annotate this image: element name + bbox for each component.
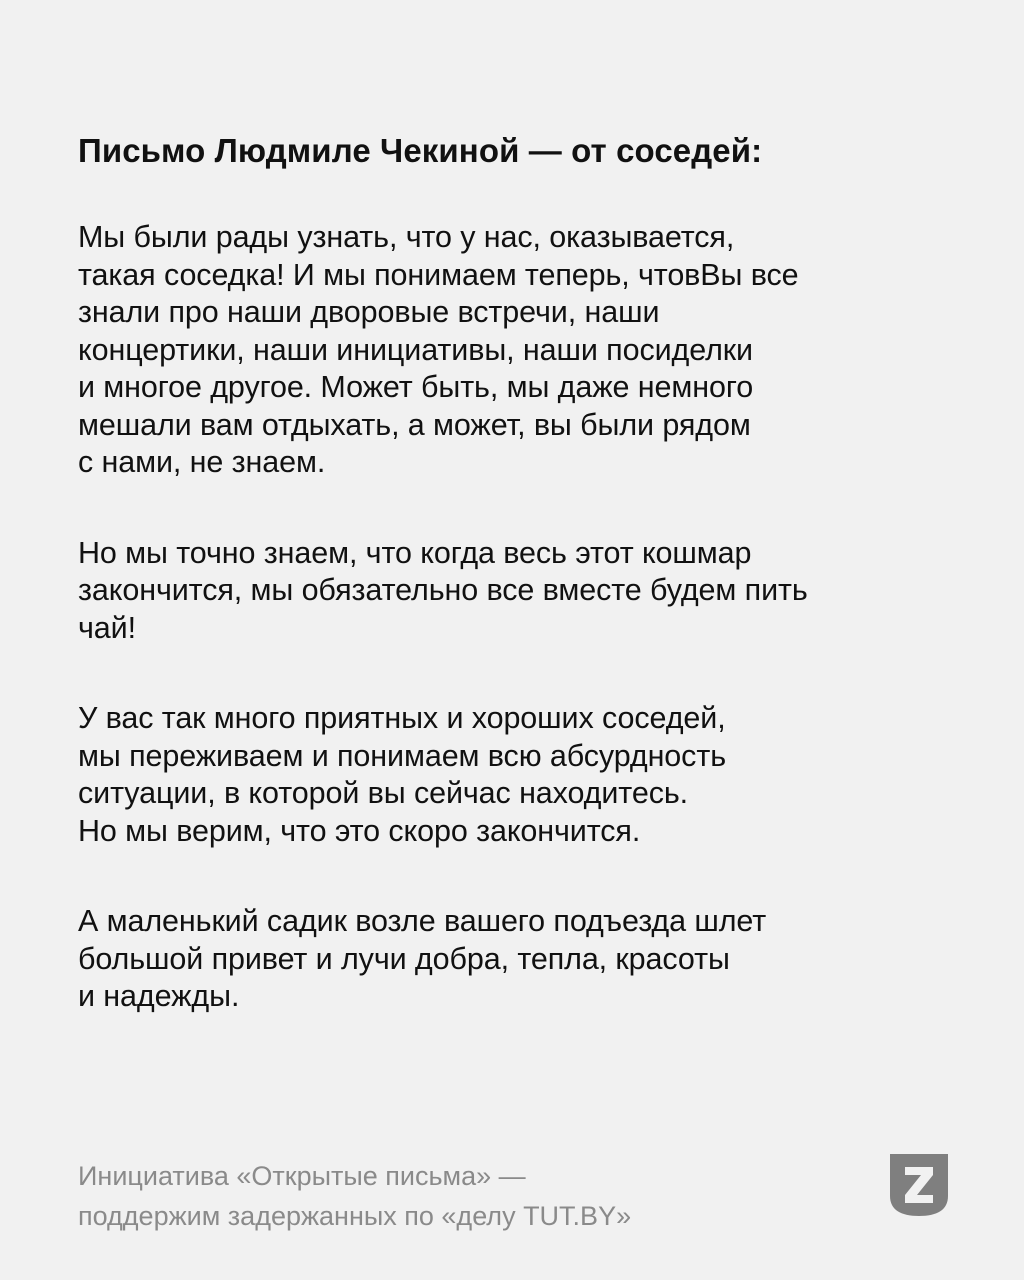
text-line: Но мы верим, что это скоро закончится.: [78, 813, 641, 848]
footer-caption: [78, 1156, 631, 1236]
letter-body: [78, 219, 978, 1016]
footer-line: Инициатива «Открытые письма» —: [78, 1161, 526, 1191]
text-line: большой привет и лучи добра, тепла, красоты: [78, 941, 730, 976]
text-line: ситуации, в которой вы сейчас находитесь.: [78, 776, 689, 810]
text-line: У вас так много приятных и хороших соседей,: [78, 701, 726, 735]
text-line: и многое другое. Может быть, мы даже немного: [78, 370, 754, 404]
text-line: концертики, наши инициативы, наши посиделки: [78, 332, 753, 367]
paragraph-4: [78, 903, 978, 1016]
paragraph-3: [78, 700, 978, 850]
text-line: и надежды.: [78, 979, 240, 1013]
text-line: Но мы точно знаем, что когда весь этот кошмар: [78, 535, 752, 570]
paragraph-1: [78, 219, 978, 482]
text-line: А маленький садик возле вашего подъезда шлет: [78, 904, 767, 938]
text-line: Мы были рады узнать, что у нас, оказывается,: [78, 220, 735, 254]
text-line: мы переживаем и понимаем всю абсурдность: [78, 738, 726, 773]
footer-line: поддержим задержанных по «делу TUT.BY»: [78, 1201, 632, 1231]
paragraph-2: [78, 535, 978, 648]
text-line: такая соседка! И мы понимаем теперь, чтовВы все: [78, 257, 799, 292]
letter-title: Письмо Людмиле Чекиной — от соседей:: [78, 132, 763, 169]
text-line: чай!: [78, 610, 136, 645]
z-shield-logo-icon: [888, 1152, 950, 1218]
text-line: мешали вам отдыхать, а может, вы были рядом: [78, 407, 751, 442]
text-line: с нами, не знаем.: [78, 445, 326, 479]
text-line: закончится, мы обязательно все вместе будем пить: [78, 573, 808, 607]
text-line: знали про наши дворовые встречи, наши: [78, 295, 660, 329]
